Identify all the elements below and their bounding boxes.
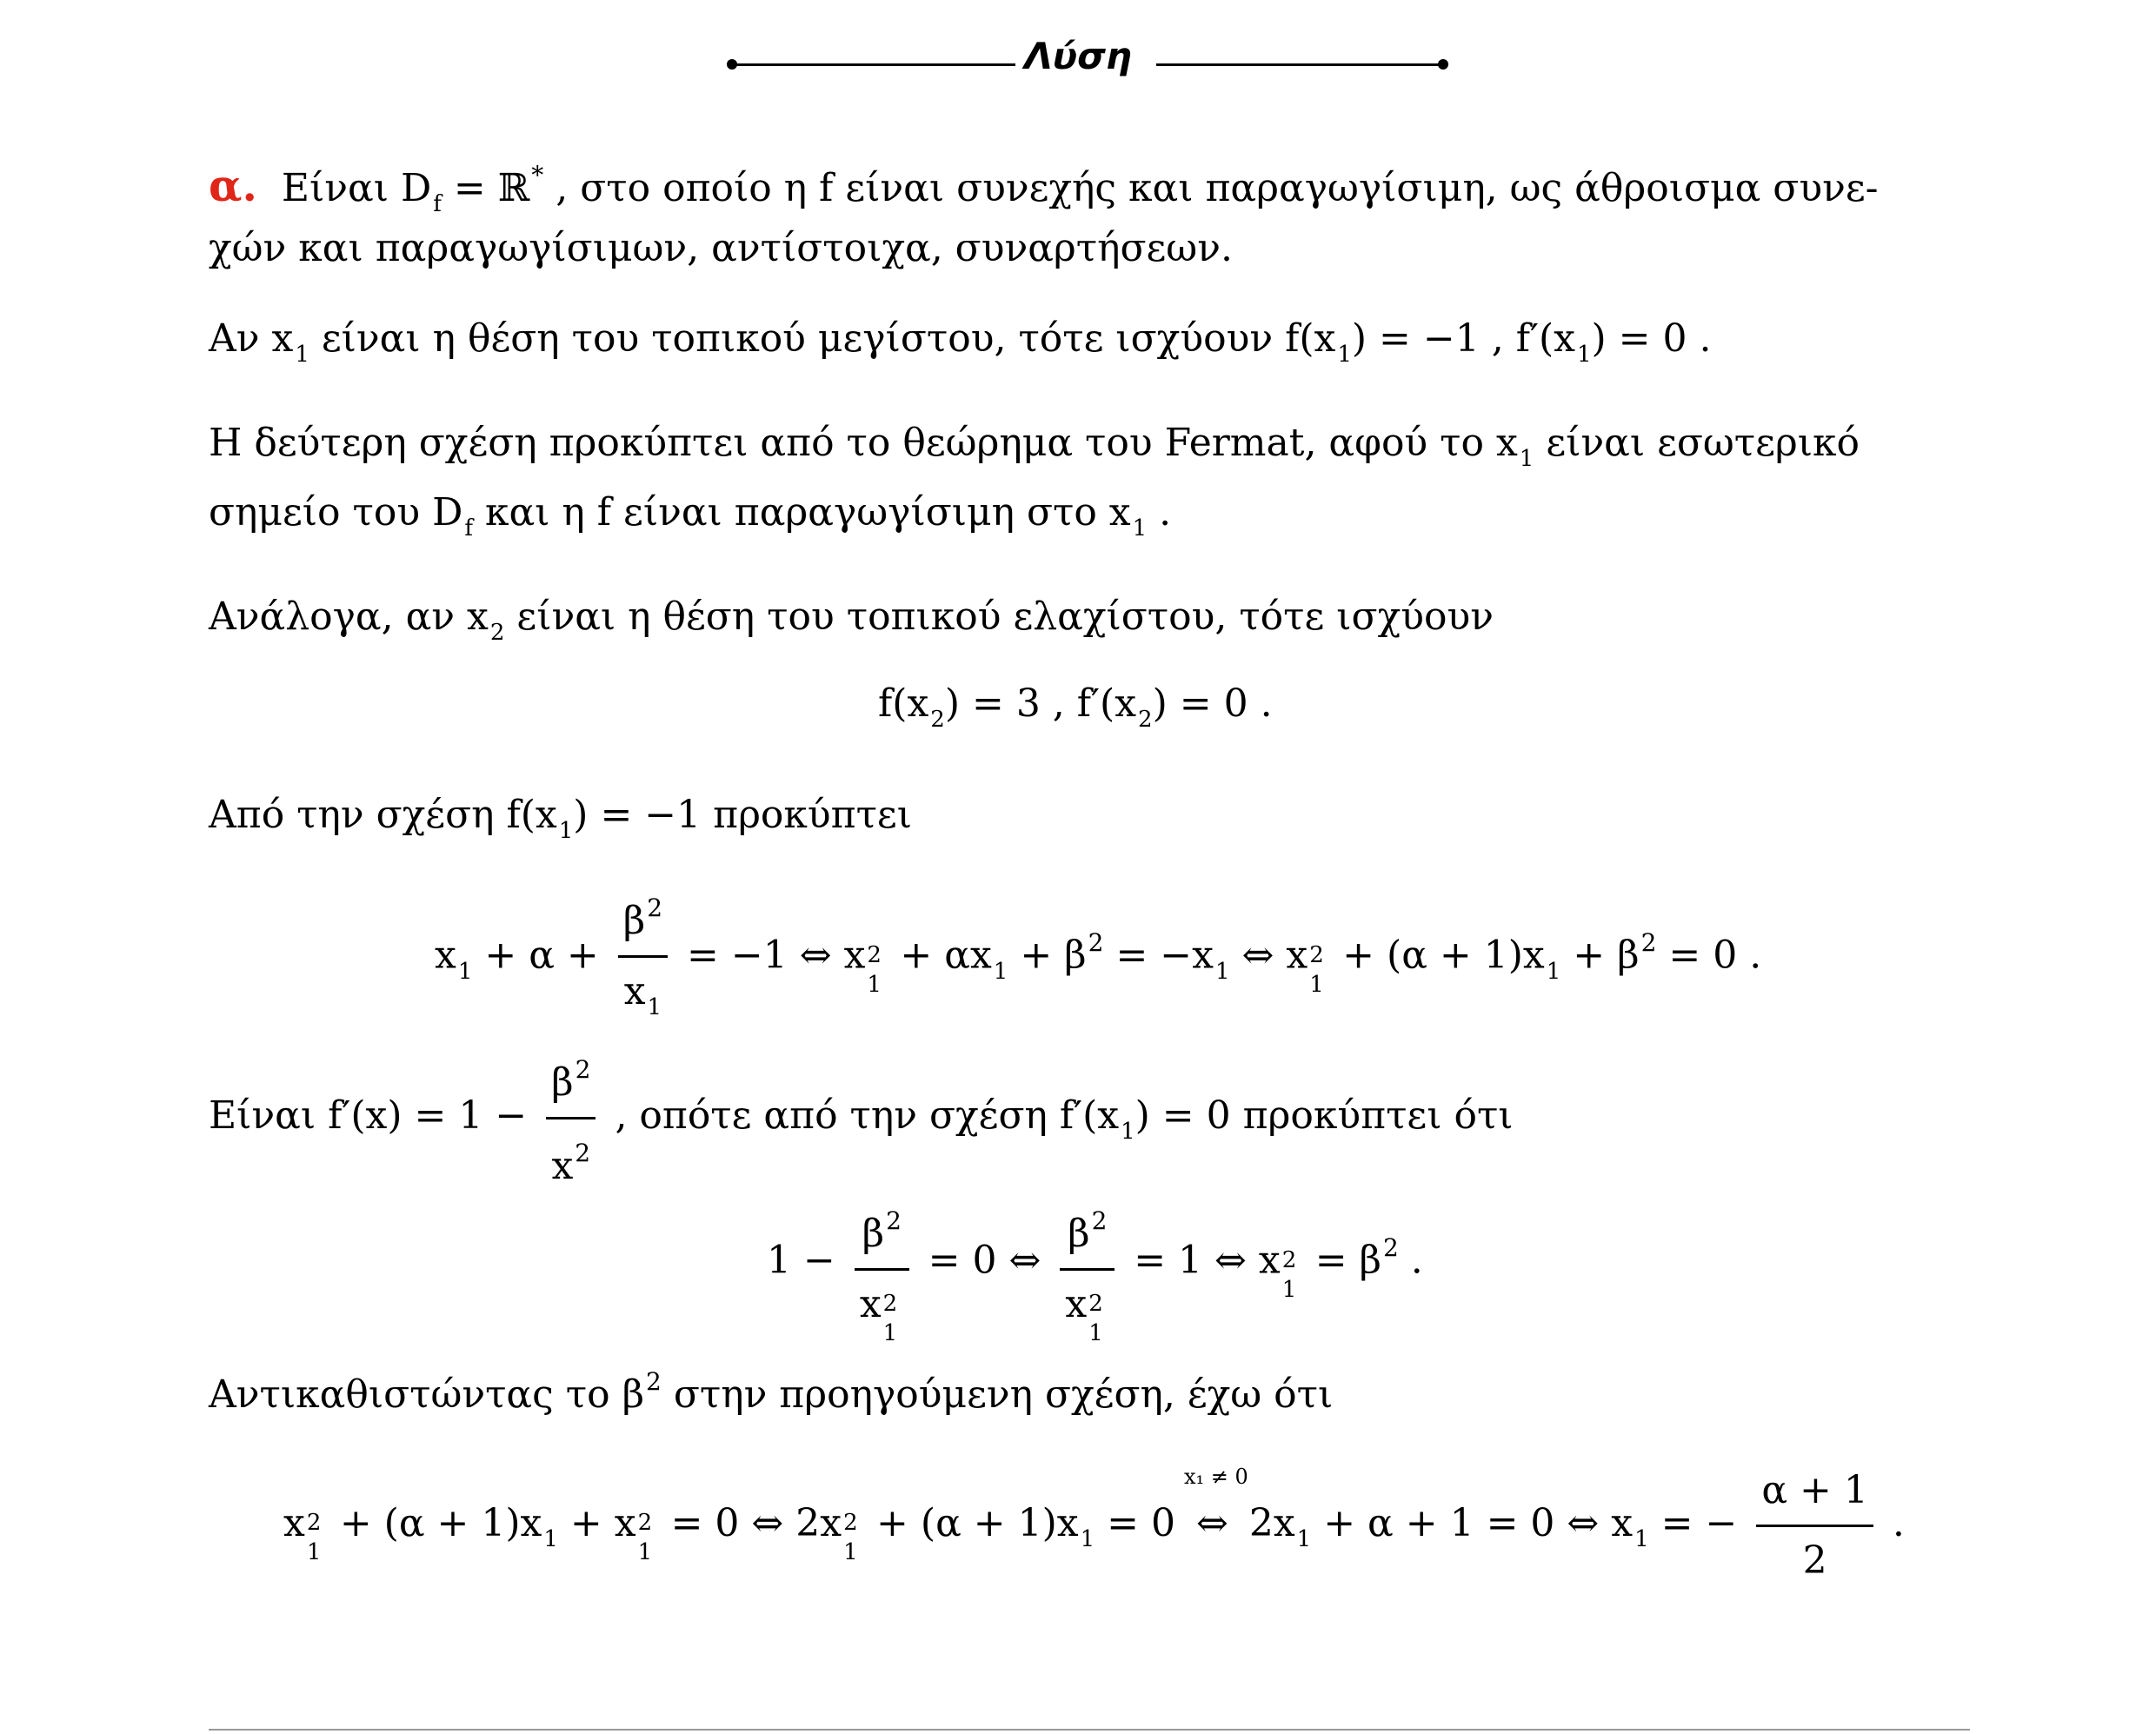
paragraph-7: Αντικαθιστώντας το $\beta^2$ στην προηγούμενη σχέση, έχω ότι <box>209 1367 1334 1417</box>
equation-min-conditions: $f(x_2) = 3$ , $f'(x_2) = 0$ . <box>878 681 1273 733</box>
footer-divider <box>209 1729 1970 1731</box>
fraction-beta2-over-x1sq-a: $\beta^2$ x 2 1 <box>855 1191 909 1335</box>
page-title: Λύση <box>1024 35 1132 77</box>
fraction-alpha-plus-1-over-2: $\frac{\alpha + 1}{2}$ <box>1756 1460 1873 1591</box>
paragraph-1-line-2: χών και παραγωγίσιμων, αντίστοιχα, συναρτήσεων. <box>209 226 1233 270</box>
fraction-beta2-over-x1sq-b: $\beta^2$ x 2 1 <box>1060 1191 1115 1335</box>
equation-7: x 2 1 + $(\alpha + 1)x_1 + x$ 2 1 = 0 ⇔ 2x 2 1 + $(\alpha + 1)x_1 = 0$ x₁ ≠ 0 ⇔ $2x_1 + \alpha + 1 = 0$ ⇔ $x_1$ = − $\frac{\alpha + 1}{2}$ . <box>283 1460 1905 1591</box>
conditional-equivalence: x₁ ≠ 0 ⇔ <box>1183 1465 1248 1545</box>
paragraph-6: Είναι f′(x) = 1 − $\frac{\beta^2}{x^2}$ , οπότε από την σχέση $f'(x_1) = 0$ προκύπτει ότι <box>209 1040 1514 1197</box>
part-a-label: α. <box>209 160 257 211</box>
paragraph-3-line-2: σημείο του $D_f$ και η f είναι παραγωγίσιμη στο $x_1$ . <box>209 490 1172 541</box>
header-right-rule <box>1156 63 1443 66</box>
paragraph-5: Από την σχέση $f(x_1) = -1$ προκύπτει <box>209 793 912 844</box>
paragraph-4: Ανάλογα, αν $x_2$ είναι η θέση του τοπικού ελαχίστου, τότε ισχύουν <box>209 595 1494 646</box>
fraction-beta2-over-x2: $\frac{\beta^2}{x^2}$ <box>546 1040 596 1197</box>
equation-5: $x_1 + \alpha$ + $\frac{\beta^2}{x_1}$ = −1 ⇔ x 2 1 + $\alpha x_1 + \beta^2 = -x_1$ ⇔ x 2 1 + $(\alpha + 1)x_1 + \beta^2 = 0$ . <box>435 878 1761 1038</box>
fraction-beta2-over-x1: $\frac{\beta^2}{x_1}$ <box>618 878 668 1038</box>
paragraph-3-line-1: Η δεύτερη σχέση προκύπτει από το θεώρημα του Fermat, αφού το $x_1$ είναι εσωτερικό <box>209 421 1860 472</box>
header-right-dot <box>1438 59 1448 70</box>
paragraph-1-line-1: α. Είναι $D_f$ = ℝ* , στο οποίο η f είναι συνεχής και παραγωγίσιμη, ως άθροισμα συνε- <box>209 160 1879 217</box>
equation-6: 1 − $\beta^2$ x 2 1 = 0 ⇔ $\beta^2$ x 2 1 = 1 ⇔ x 2 1 = $\beta^2$ . <box>767 1191 1423 1335</box>
paragraph-2: Αν $x_1$ είναι η θέση του τοπικού μεγίστου, τότε ισχύουν $f(x_1) = -1$ , $f'(x_1) = 0$ . <box>209 316 1712 368</box>
